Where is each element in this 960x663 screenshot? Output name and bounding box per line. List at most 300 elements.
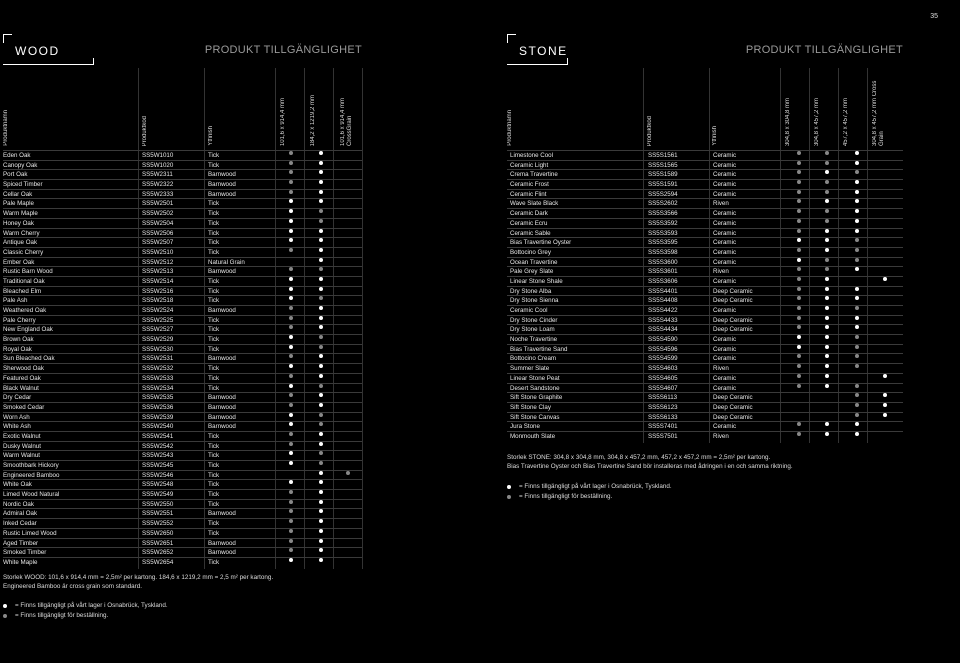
product-finish: Tick bbox=[208, 481, 220, 489]
product-code: SS5W1020 bbox=[142, 161, 174, 169]
product-finish: Deep Ceramic bbox=[713, 287, 753, 295]
product-finish: Ceramic bbox=[713, 210, 737, 218]
col-header-finish: Ytfinish bbox=[208, 126, 214, 146]
product-finish: Ceramic bbox=[713, 258, 737, 266]
product-code: SS5S1565 bbox=[648, 161, 678, 169]
in-stock-dot-icon bbox=[825, 354, 829, 358]
product-code: SS5S7501 bbox=[648, 432, 678, 440]
product-name: Linear Stone Shale bbox=[510, 277, 563, 285]
product-code: SS5S6123 bbox=[648, 403, 678, 411]
order-dot-icon bbox=[797, 190, 801, 194]
table-row bbox=[3, 518, 362, 528]
product-name: Classic Cherry bbox=[3, 248, 44, 256]
table-row bbox=[3, 499, 362, 509]
col-header-name: Produktnamn bbox=[3, 110, 9, 146]
product-name: Warm Walnut bbox=[3, 452, 41, 460]
order-dot-icon bbox=[855, 258, 859, 262]
page-number: 35 bbox=[930, 13, 938, 20]
grey-dot-icon bbox=[507, 495, 511, 499]
table-row bbox=[507, 160, 903, 170]
product-name: Sherwood Oak bbox=[3, 365, 44, 373]
corner-bracket bbox=[507, 34, 516, 43]
product-code: SS5S4590 bbox=[648, 336, 678, 344]
product-name: Limed Wood Natural bbox=[3, 491, 60, 499]
stone-table bbox=[507, 150, 903, 441]
col-header-size-4: 304,8 x 457,2 mm Cross Grain bbox=[872, 80, 885, 146]
order-dot-icon bbox=[319, 219, 323, 223]
order-dot-icon bbox=[825, 161, 829, 165]
order-dot-icon bbox=[289, 539, 293, 543]
product-code: SS5W2322 bbox=[142, 181, 174, 189]
product-finish: Barnwood bbox=[208, 268, 236, 276]
in-stock-dot-icon bbox=[825, 345, 829, 349]
order-dot-icon bbox=[289, 267, 293, 271]
in-stock-dot-icon bbox=[855, 161, 859, 165]
product-name: Eden Oak bbox=[3, 152, 31, 159]
in-stock-dot-icon bbox=[855, 199, 859, 203]
stone-footnote-1: Storlek STONE: 304,8 x 304,8 mm, 304,8 x 457,2 mm, 457,2 x 457,2 mm = 2,5m² per kartong. bbox=[507, 453, 771, 461]
product-finish: Tick bbox=[208, 462, 220, 469]
wood-subtitle: PRODUKT TILLGÄNGLIGHET bbox=[204, 44, 362, 56]
product-name: Linear Stone Peat bbox=[510, 374, 560, 382]
in-stock-dot-icon bbox=[289, 238, 293, 242]
product-code: SS5W2506 bbox=[142, 229, 174, 237]
product-name: Traditional Oak bbox=[3, 277, 45, 285]
in-stock-dot-icon bbox=[319, 529, 323, 533]
product-name: Canopy Oak bbox=[3, 161, 38, 169]
table-row bbox=[507, 305, 903, 315]
product-finish: Ceramic bbox=[713, 277, 737, 285]
in-stock-dot-icon bbox=[319, 432, 323, 436]
product-code: SS5W2549 bbox=[142, 491, 174, 499]
product-finish: Barnwood bbox=[208, 355, 236, 363]
product-name: Port Oak bbox=[3, 171, 28, 179]
product-name: Ember Oak bbox=[3, 258, 35, 266]
product-name: Royal Oak bbox=[3, 345, 32, 353]
product-code: SS5W2651 bbox=[142, 539, 174, 547]
product-finish: Tick bbox=[208, 336, 220, 344]
product-name: Ceramic Ecru bbox=[510, 219, 548, 227]
order-dot-icon bbox=[319, 422, 323, 426]
product-name: New England Oak bbox=[3, 326, 53, 334]
product-name: Dry Stone Alba bbox=[510, 287, 552, 295]
in-stock-dot-icon bbox=[825, 199, 829, 203]
product-code: SS5S4422 bbox=[648, 307, 678, 314]
product-name: White Ash bbox=[3, 423, 31, 431]
product-code: SS5W2536 bbox=[142, 403, 174, 411]
in-stock-dot-icon bbox=[319, 277, 323, 281]
in-stock-dot-icon bbox=[319, 325, 323, 329]
table-row bbox=[3, 431, 362, 441]
in-stock-dot-icon bbox=[289, 335, 293, 339]
col-header-size-2: 184,2 x 1219,2 mm bbox=[310, 94, 316, 146]
product-name: Monmouth Slate bbox=[510, 432, 556, 440]
in-stock-dot-icon bbox=[319, 558, 323, 562]
table-row bbox=[507, 373, 903, 383]
table-row bbox=[3, 179, 362, 189]
order-dot-icon bbox=[797, 306, 801, 310]
in-stock-dot-icon bbox=[825, 364, 829, 368]
product-finish: Tick bbox=[208, 161, 220, 169]
in-stock-dot-icon bbox=[319, 170, 323, 174]
in-stock-dot-icon bbox=[883, 374, 887, 378]
product-finish: Ceramic bbox=[713, 307, 737, 314]
product-finish: Ceramic bbox=[713, 152, 737, 159]
order-dot-icon bbox=[855, 238, 859, 242]
product-name: Spiced Timber bbox=[3, 181, 43, 189]
table-row bbox=[507, 286, 903, 296]
product-name: Ceramic Dark bbox=[510, 210, 548, 218]
product-finish: Ceramic bbox=[713, 248, 737, 256]
product-finish: Riven bbox=[713, 200, 729, 208]
product-code: SS5W2552 bbox=[142, 520, 174, 528]
order-dot-icon bbox=[289, 374, 293, 378]
product-finish: Deep Ceramic bbox=[713, 394, 753, 402]
order-dot-icon bbox=[855, 384, 859, 388]
order-dot-icon bbox=[855, 335, 859, 339]
table-row bbox=[507, 228, 903, 238]
order-dot-icon bbox=[825, 180, 829, 184]
product-name: Sift Stone Canvas bbox=[510, 413, 560, 421]
in-stock-dot-icon bbox=[319, 442, 323, 446]
table-row bbox=[3, 218, 362, 228]
table-row bbox=[3, 276, 362, 286]
white-dot-icon bbox=[3, 604, 7, 608]
in-stock-dot-icon bbox=[319, 258, 323, 262]
product-name: Crema Travertine bbox=[510, 171, 558, 179]
product-name: Summer Slate bbox=[510, 365, 550, 373]
table-row bbox=[3, 373, 362, 383]
product-finish: Tick bbox=[208, 152, 220, 159]
table-row bbox=[3, 266, 362, 276]
product-finish: Ceramic bbox=[713, 181, 737, 189]
product-code: SS5S3592 bbox=[648, 219, 678, 227]
product-code: SS5W2504 bbox=[142, 219, 174, 227]
table-row bbox=[507, 295, 903, 305]
table-row bbox=[3, 198, 362, 208]
stone-legend-order: = Finns tillgängligt för beställning. bbox=[507, 492, 903, 502]
product-code: SS5W2545 bbox=[142, 462, 174, 469]
wood-column-headers bbox=[3, 68, 362, 150]
in-stock-dot-icon bbox=[883, 413, 887, 417]
order-dot-icon bbox=[797, 296, 801, 300]
table-row bbox=[507, 383, 903, 393]
in-stock-dot-icon bbox=[319, 354, 323, 358]
in-stock-dot-icon bbox=[825, 170, 829, 174]
product-code: SS5W2507 bbox=[142, 239, 174, 247]
product-name: Desert Sandstone bbox=[510, 384, 560, 392]
product-name: Ceramic Light bbox=[510, 161, 549, 169]
product-name: Sift Stone Graphite bbox=[510, 394, 563, 402]
order-dot-icon bbox=[797, 151, 801, 155]
stone-subtitle: PRODUKT TILLGÄNGLIGHET bbox=[745, 44, 903, 56]
product-code: SS5S2594 bbox=[648, 190, 678, 198]
in-stock-dot-icon bbox=[825, 422, 829, 426]
product-finish: Deep Ceramic bbox=[713, 297, 753, 305]
in-stock-dot-icon bbox=[319, 199, 323, 203]
product-name: Smoked Timber bbox=[3, 549, 47, 557]
order-dot-icon bbox=[855, 364, 859, 368]
product-finish: Riven bbox=[713, 432, 729, 440]
wood-legend-available: = Finns tillgängligt på vårt lager i Osnabrück, Tyskland. bbox=[3, 601, 362, 611]
in-stock-dot-icon bbox=[825, 229, 829, 233]
product-name: Smoked Cedar bbox=[3, 403, 45, 411]
order-dot-icon bbox=[289, 190, 293, 194]
in-stock-dot-icon bbox=[825, 432, 829, 436]
product-code: SS5W2525 bbox=[142, 316, 174, 324]
product-code: SS5S4401 bbox=[648, 287, 678, 295]
table-row bbox=[3, 470, 362, 480]
product-name: Bleached Elm bbox=[3, 287, 42, 295]
product-code: SS5S3598 bbox=[648, 248, 678, 256]
col-header-name: Produktnamn bbox=[507, 110, 513, 146]
col-header-size-2: 304,8 x 457,2 mm bbox=[814, 97, 820, 146]
wood-footnote-2: Engineered Bamboo är cross grain som standard. bbox=[3, 583, 142, 591]
product-finish: Tick bbox=[208, 442, 220, 450]
product-finish: Tick bbox=[208, 277, 220, 285]
table-row bbox=[507, 189, 903, 199]
product-finish: Ceramic bbox=[713, 423, 737, 431]
in-stock-dot-icon bbox=[825, 248, 829, 252]
order-dot-icon bbox=[797, 267, 801, 271]
order-dot-icon bbox=[289, 490, 293, 494]
in-stock-dot-icon bbox=[825, 238, 829, 242]
product-finish: Ceramic bbox=[713, 171, 737, 179]
product-code: SS5S4596 bbox=[648, 345, 678, 353]
in-stock-dot-icon bbox=[319, 480, 323, 484]
product-code: SS5S1561 bbox=[648, 152, 678, 159]
product-code: SS5S6113 bbox=[648, 394, 678, 402]
corner-bracket bbox=[3, 34, 12, 43]
product-finish: Tick bbox=[208, 529, 220, 537]
in-stock-dot-icon bbox=[883, 277, 887, 281]
product-name: Aged Timber bbox=[3, 539, 39, 547]
table-row bbox=[3, 460, 362, 470]
in-stock-dot-icon bbox=[883, 393, 887, 397]
order-dot-icon bbox=[797, 180, 801, 184]
product-name: Ceramic Frost bbox=[510, 181, 549, 189]
table-row bbox=[507, 392, 903, 402]
product-finish: Tick bbox=[208, 248, 220, 256]
order-dot-icon bbox=[855, 413, 859, 417]
order-dot-icon bbox=[289, 442, 293, 446]
product-code: SS5W2541 bbox=[142, 432, 174, 440]
product-code: SS5S4603 bbox=[648, 365, 678, 373]
product-finish: Natural Grain bbox=[208, 258, 245, 266]
order-dot-icon bbox=[319, 335, 323, 339]
order-dot-icon bbox=[825, 258, 829, 262]
product-code: SS5W2548 bbox=[142, 481, 174, 489]
table-row bbox=[507, 208, 903, 218]
product-finish: Tick bbox=[208, 287, 220, 295]
table-row bbox=[3, 441, 362, 451]
in-stock-dot-icon bbox=[855, 229, 859, 233]
order-dot-icon bbox=[855, 403, 859, 407]
table-row bbox=[3, 324, 362, 334]
product-name: Featured Oak bbox=[3, 374, 41, 382]
product-finish: Barnwood bbox=[208, 190, 236, 198]
product-finish: Barnwood bbox=[208, 181, 236, 189]
product-name: Black Walnut bbox=[3, 384, 39, 392]
product-name: Pale Cherry bbox=[3, 316, 36, 324]
product-code: SS5W2652 bbox=[142, 549, 174, 557]
table-row bbox=[507, 324, 903, 334]
product-code: SS5W2513 bbox=[142, 268, 174, 276]
order-dot-icon bbox=[289, 161, 293, 165]
product-finish: Barnwood bbox=[208, 539, 236, 547]
in-stock-dot-icon bbox=[289, 219, 293, 223]
product-finish: Ceramic bbox=[713, 384, 737, 392]
product-name: Pale Ash bbox=[3, 297, 28, 305]
order-dot-icon bbox=[289, 306, 293, 310]
in-stock-dot-icon bbox=[289, 277, 293, 281]
table-row bbox=[507, 334, 903, 344]
product-code: SS5W2311 bbox=[142, 171, 173, 179]
order-dot-icon bbox=[825, 209, 829, 213]
wood-table bbox=[3, 150, 362, 567]
stone-panel bbox=[507, 34, 903, 502]
product-finish: Barnwood bbox=[208, 307, 236, 314]
wood-title: WOOD bbox=[15, 44, 60, 58]
product-finish: Ceramic bbox=[713, 161, 737, 169]
order-dot-icon bbox=[797, 219, 801, 223]
in-stock-dot-icon bbox=[319, 229, 323, 233]
order-dot-icon bbox=[797, 325, 801, 329]
table-row bbox=[507, 353, 903, 363]
in-stock-dot-icon bbox=[855, 209, 859, 213]
table-row bbox=[3, 295, 362, 305]
product-name: Weathered Oak bbox=[3, 307, 47, 314]
product-code: SS5S3606 bbox=[648, 277, 678, 285]
product-code: SS5W2333 bbox=[142, 190, 174, 198]
in-stock-dot-icon bbox=[319, 374, 323, 378]
order-dot-icon bbox=[855, 345, 859, 349]
in-stock-dot-icon bbox=[319, 180, 323, 184]
product-finish: Barnwood bbox=[208, 510, 236, 518]
order-dot-icon bbox=[289, 393, 293, 397]
product-finish: Tick bbox=[208, 520, 220, 528]
in-stock-dot-icon bbox=[319, 316, 323, 320]
product-finish: Tick bbox=[208, 491, 220, 499]
wood-header bbox=[3, 34, 362, 66]
table-row bbox=[3, 228, 362, 238]
product-name: Smoothbark Hickory bbox=[3, 462, 59, 469]
product-code: SS5S3595 bbox=[648, 239, 678, 247]
table-row bbox=[3, 479, 362, 489]
stone-legend-available: = Finns tillgängligt på vårt lager i Osnabrück, Tyskland. bbox=[507, 482, 903, 492]
in-stock-dot-icon bbox=[825, 277, 829, 281]
product-name: Limestone Cool bbox=[510, 152, 553, 159]
order-dot-icon bbox=[855, 393, 859, 397]
product-code: SS5S4433 bbox=[648, 316, 678, 324]
in-stock-dot-icon bbox=[319, 287, 323, 291]
in-stock-dot-icon bbox=[855, 219, 859, 223]
in-stock-dot-icon bbox=[319, 393, 323, 397]
in-stock-dot-icon bbox=[319, 248, 323, 252]
product-code: SS5W2527 bbox=[142, 326, 174, 334]
product-code: SS5S3601 bbox=[648, 268, 678, 276]
product-finish: Barnwood bbox=[208, 403, 236, 411]
table-row bbox=[3, 402, 362, 412]
in-stock-dot-icon bbox=[319, 161, 323, 165]
table-row bbox=[507, 218, 903, 228]
product-code: SS5W2542 bbox=[142, 442, 174, 450]
order-dot-icon bbox=[825, 151, 829, 155]
in-stock-dot-icon bbox=[289, 287, 293, 291]
col-header-size-3: 101,6 x 914,4 mm CrossGrain bbox=[340, 97, 353, 146]
in-stock-dot-icon bbox=[289, 229, 293, 233]
product-name: Ceramic Cool bbox=[510, 307, 548, 314]
table-row bbox=[3, 383, 362, 393]
table-row bbox=[507, 276, 903, 286]
in-stock-dot-icon bbox=[319, 364, 323, 368]
table-row bbox=[3, 305, 362, 315]
order-dot-icon bbox=[797, 161, 801, 165]
wood-legend-order: = Finns tillgängligt för beställning. bbox=[3, 611, 362, 621]
in-stock-dot-icon bbox=[289, 461, 293, 465]
product-finish: Tick bbox=[208, 316, 220, 324]
order-dot-icon bbox=[797, 374, 801, 378]
product-code: SS5W2518 bbox=[142, 297, 174, 305]
in-stock-dot-icon bbox=[855, 296, 859, 300]
in-stock-dot-icon bbox=[855, 180, 859, 184]
table-row bbox=[3, 257, 362, 267]
product-finish: Ceramic bbox=[713, 336, 737, 344]
product-code: SS5W2550 bbox=[142, 500, 174, 508]
order-dot-icon bbox=[797, 364, 801, 368]
product-code: SS5W2514 bbox=[142, 277, 174, 285]
product-name: Nordic Oak bbox=[3, 500, 34, 508]
in-stock-dot-icon bbox=[319, 471, 323, 475]
order-dot-icon bbox=[289, 519, 293, 523]
product-code: SS5W2543 bbox=[142, 452, 174, 460]
product-finish: Tick bbox=[208, 326, 220, 334]
table-row bbox=[3, 547, 362, 557]
product-finish: Deep Ceramic bbox=[713, 316, 753, 324]
table-row bbox=[3, 528, 362, 538]
in-stock-dot-icon bbox=[289, 384, 293, 388]
product-name: Bias Travertine Oyster bbox=[510, 239, 572, 247]
in-stock-dot-icon bbox=[289, 480, 293, 484]
product-code: SS5W2539 bbox=[142, 413, 174, 421]
table-row bbox=[3, 392, 362, 402]
table-row bbox=[3, 189, 362, 199]
product-name: Noche Travertine bbox=[510, 336, 558, 344]
in-stock-dot-icon bbox=[797, 238, 801, 242]
in-stock-dot-icon bbox=[825, 325, 829, 329]
order-dot-icon bbox=[797, 209, 801, 213]
product-finish: Tick bbox=[208, 229, 220, 237]
product-code: SS5W2540 bbox=[142, 423, 174, 431]
product-finish: Tick bbox=[208, 219, 220, 227]
col-header-size-3: 457,2 x 457,2 mm bbox=[843, 97, 849, 146]
product-name: Sift Stone Clay bbox=[510, 403, 551, 411]
order-dot-icon bbox=[855, 248, 859, 252]
order-dot-icon bbox=[289, 170, 293, 174]
order-dot-icon bbox=[289, 432, 293, 436]
order-dot-icon bbox=[346, 471, 350, 475]
order-dot-icon bbox=[319, 267, 323, 271]
in-stock-dot-icon bbox=[855, 422, 859, 426]
product-finish: Tick bbox=[208, 239, 220, 247]
in-stock-dot-icon bbox=[883, 403, 887, 407]
order-dot-icon bbox=[289, 248, 293, 252]
product-code: SS5W2529 bbox=[142, 336, 174, 344]
product-code: SS5W2546 bbox=[142, 471, 174, 479]
order-dot-icon bbox=[289, 325, 293, 329]
white-dot-icon bbox=[507, 485, 511, 489]
product-finish: Ceramic bbox=[713, 190, 737, 198]
